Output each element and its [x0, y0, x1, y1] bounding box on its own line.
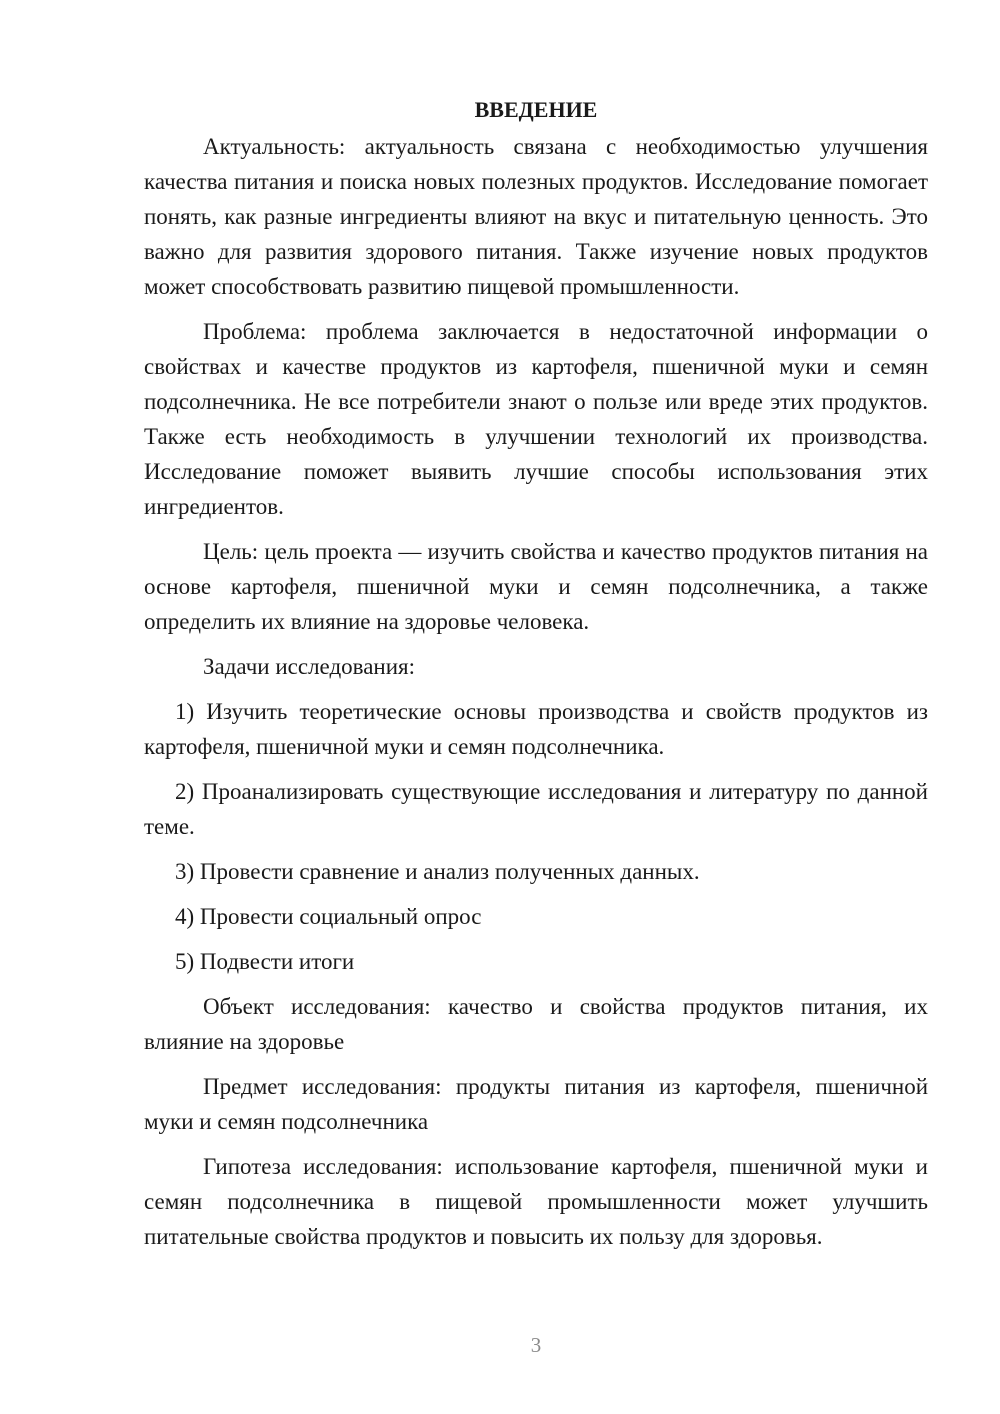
- paragraph-object: Объект исследования: качество и свойства продуктов питания, их влияние на здоровье: [144, 994, 928, 1054]
- section-heading: ВВЕДЕНИЕ: [474, 97, 598, 122]
- paragraph-subject: Предмет исследования: продукты питания из картофеля, пшеничной муки и семян подсолнечника: [144, 1074, 928, 1134]
- task-item-3: 3) Провести сравнение и анализ полученных данных.: [175, 859, 700, 884]
- paragraph-goal: Цель: цель проекта — изучить свойства и качество продуктов питания на основе картофеля, пшеничной муки и семян подсолнечника, а также определить их влияние на здоровье человека.: [144, 539, 928, 634]
- task-item-4: 4) Провести социальный опрос: [175, 904, 482, 929]
- page-number: 3: [530, 1333, 542, 1357]
- task-item-1: 1) Изучить теоретические основы производства и свойств продуктов из картофеля, пшеничной муки и семян подсолнечника.: [144, 699, 928, 759]
- page-body: [144, 92, 928, 1264]
- task-item-2: 2) Проанализировать существующие исследования и литературу по данной теме.: [144, 779, 928, 839]
- task-item-5: 5) Подвести итоги: [175, 949, 355, 974]
- paragraph-tasks-intro: Задачи исследования:: [203, 654, 416, 679]
- paragraph-hypothesis: Гипотеза исследования: использование картофеля, пшеничной муки и семян подсолнечника в пищевой промышленности может улучшить питательные свойства продуктов и повысить их пользу для здоровья.: [144, 1154, 928, 1249]
- paragraph-relevance: Актуальность: актуальность связана с необходимостью улучшения качества питания и поиска новых полезных продуктов. Исследование помогает понять, как разные ингредиенты влияют на вкус и питательную ценность. Это важно для развития здорового питания. Также изучение новых продуктов может способствовать развитию пищевой промышленности.: [144, 134, 928, 299]
- paragraph-problem: Проблема: проблема заключается в недостаточной информации о свойствах и качестве продуктов из картофеля, пшеничной муки и семян подсолнечника. Не все потребители знают о пользе или вреде этих продуктов. Также есть необходимость в улучшении технологий их производства. Исследование поможет выявить лучшие способы использования этих ингредиентов.: [144, 319, 928, 519]
